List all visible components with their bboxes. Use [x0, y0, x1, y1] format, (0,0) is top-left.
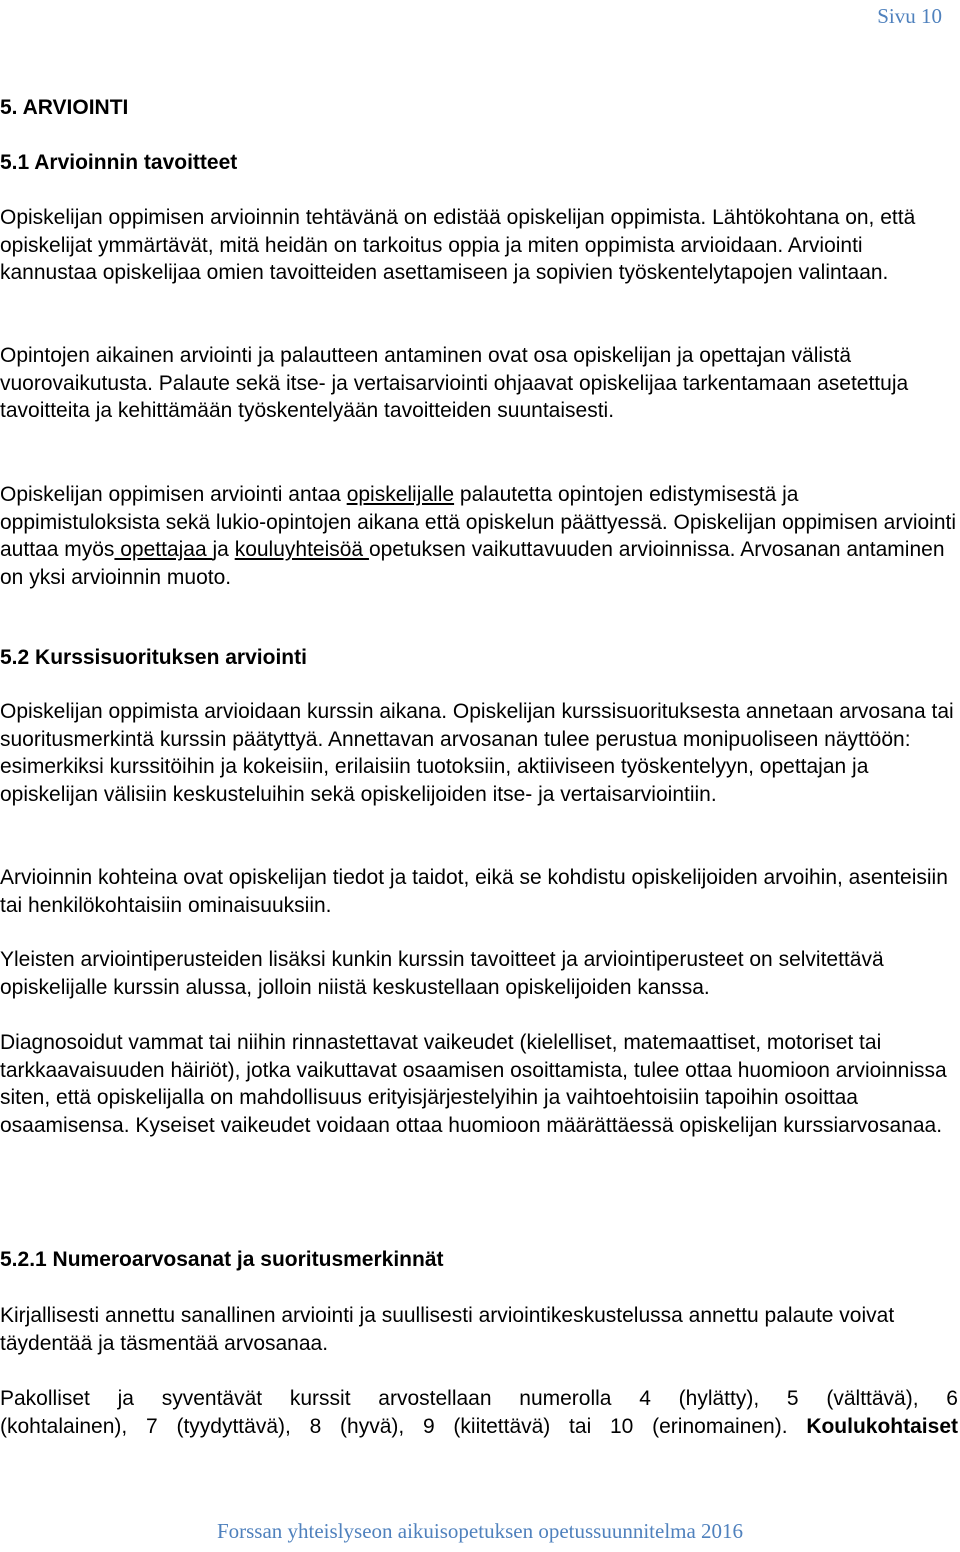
paragraph-5-2-1-2-line1: Pakolliset ja syventävät kurssit arvostellaan numerolla 4 (hylätty), 5 (välttävä), 6: [0, 1387, 958, 1410]
paragraph-5-2-1-1: Kirjallisesti annettu sanallinen arviointi ja suullisesti arviointikeskustelussa annettu palaute voivat täydentää ja täsmentää arvosanaa.: [0, 1304, 895, 1355]
link-opiskelijalle: opiskelijalle: [346, 483, 455, 506]
paragraph-5-1-3: Opiskelijan oppimisen arviointi antaa opiskelijalle palautetta opintojen edistymisestä ja oppimistuloksista sekä lukio-opintojen aikana että opiskelun päättyessä. Opiskelijan oppimisen arviointi auttaa myös opettajaa ja kouluyhteisöä opetuksen vaikuttavuuden arvioinnissa. Arvosanan antaminen on yksi arvioinnin muoto.: [0, 483, 957, 589]
link-opettajaa: opettajaa: [114, 538, 213, 562]
page-footer: Forssan yhteislyseon aikuisopetuksen opetussuunnitelma 2016: [216, 1519, 744, 1543]
paragraph-5-2-2: Arvioinnin kohteina ovat opiskelijan tiedot ja taidot, eikä se kohdistu opiskelijoiden arvoihin, asenteisiin tai henkilökohtaisiin ominaisuuksiin.: [0, 866, 948, 917]
paragraph-5-1-2: Opintojen aikainen arviointi ja palautteen antaminen ovat osa opiskelijan ja opettajan välistä vuorovaikutusta. Palaute sekä itse- ja vertaisarviointi ohjaavat opiskelijaa tarkentamaan asetettuja tavoitteita ja kehittämään työskentelyään tavoitteiden suuntaisesti.: [0, 344, 909, 423]
paragraph-5-1-1: Opiskelijan oppimisen arvioinnin tehtävänä on edistää opiskelijan oppimista. Lähtökohtana on, että opiskelijat ymmärtävät, mitä heidän on tarkoitus oppia ja miten oppimista arvioidaan. Arviointi kannustaa opiskelijaa omien tavoitteiden asettamiseen ja sopivien työskentelytapojen valintaan.: [0, 206, 916, 285]
paragraph-5-2-3: Yleisten arviointiperusteiden lisäksi kunkin kurssin tavoitteet ja arviointiperusteet on selvitettävä opiskelijalle kurssin alussa, jolloin niistä keskustellaan opiskelijoiden kanssa.: [0, 948, 884, 999]
paragraph-5-2-4: Diagnosoidut vammat tai niihin rinnastettavat vaikeudet (kielelliset, matemaattiset, motoriset tai tarkkaavaisuuden häiriöt), jotka vaikuttavat osaamisen osoittamista, tulee ottaa huomioon arvioinnissa siten, että opiskelijalla on mahdollisuus erityisjärjestelyihin ja vaihtoehtoisiin tapoihin osoittaa osaamisensa. Kyseiset vaikeudet voidaan ottaa huomioon määrättäessä opiskelijan kurssiarvosanaa.: [0, 1031, 947, 1137]
heading-5-2: 5.2 Kurssisuorituksen arviointi: [0, 646, 307, 669]
page-number: Sivu 10: [877, 4, 942, 28]
heading-5-1: 5.1 Arvioinnin tavoitteet: [0, 151, 238, 174]
paragraph-5-2-1-2-line2: (kohtalainen), 7 (tyydyttävä), 8 (hyvä), 9 (kiitettävä) tai 10 (erinomainen). Koulukohtaiset: [0, 1415, 958, 1438]
link-kouluyhteisoa: kouluyhteisöä: [234, 538, 369, 562]
bold-koulukohtaiset: Koulukohtaiset: [806, 1415, 958, 1438]
heading-5-2-1: 5.2.1 Numeroarvosanat ja suoritusmerkinnät: [0, 1248, 444, 1271]
heading-5-arviointi: 5. ARVIOINTI: [0, 96, 129, 119]
paragraph-5-2-1: Opiskelijan oppimista arvioidaan kurssin aikana. Opiskelijan kurssisuorituksesta annetaan arvosana tai suoritusmerkintä kurssin päätyttyä. Annettavan arvosanan tulee perustua monipuoliseen näyttöön: esimerkiksi kurssitöihin ja kokeisiin, erilaisiin tuotoksiin, aktiiviseen työskentelyyn, opettajan ja opiskelijan välisiin keskusteluihin sekä opiskelijoiden itse- ja vertaisarviointiin.: [0, 700, 954, 806]
